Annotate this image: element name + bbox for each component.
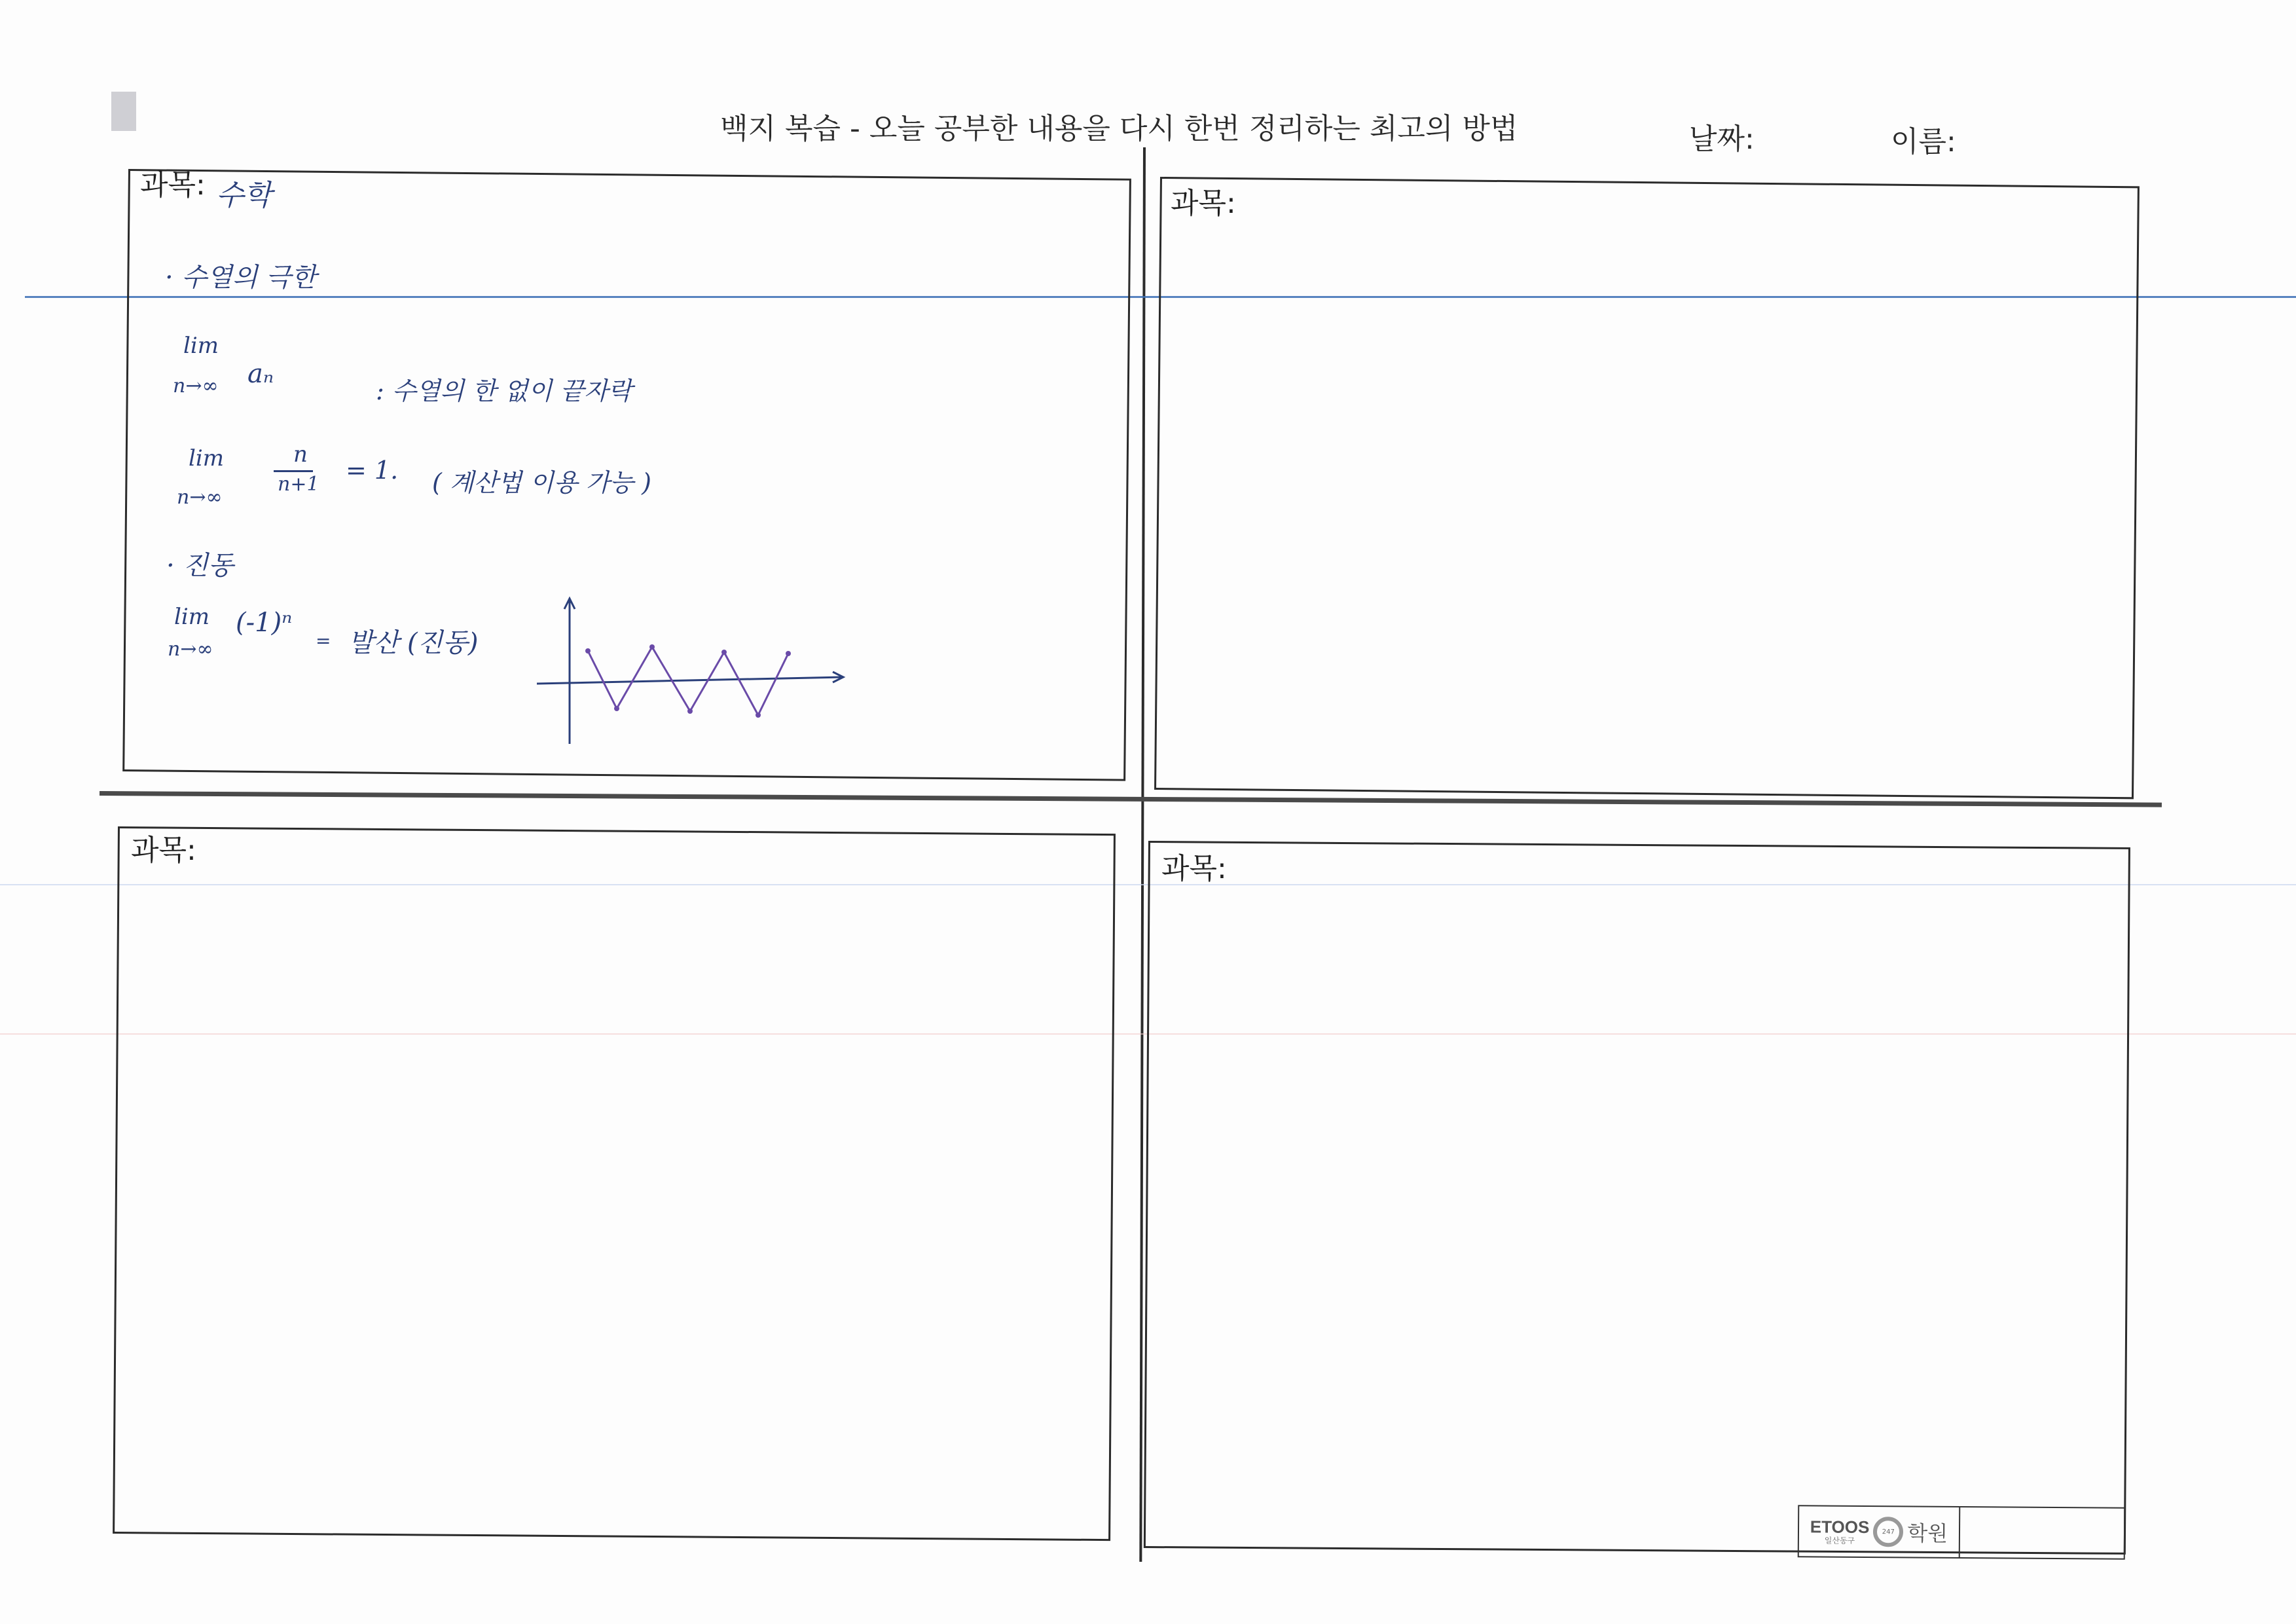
lim2-note: ( 계산법 이용 가능 ) — [432, 468, 651, 497]
note-heading-sequence-limit: · 수열의 극한 — [165, 263, 317, 293]
lim2-bottom: n→∞ — [177, 486, 223, 509]
logo-badge-icon: 247 — [1873, 1517, 1903, 1547]
subject-value-top-left[interactable]: 수학 — [216, 179, 272, 212]
lim3-top: lim — [174, 604, 210, 630]
panel-bottom-right — [1144, 841, 2130, 1555]
lim3-bottom: n→∞ — [168, 638, 213, 661]
note-heading-oscillation: · 진동 — [166, 551, 234, 581]
subject-label-bottom-right: 과목: — [1161, 852, 1227, 885]
name-label: 이름: — [1891, 125, 1956, 158]
lim2-top: lim — [189, 445, 224, 471]
lim1-expression: aₙ — [247, 359, 274, 389]
date-label: 날짜: — [1689, 122, 1755, 156]
lim3-equals: = — [316, 630, 331, 652]
panel-bottom-left — [113, 826, 1116, 1541]
lim1-description: : 수열의 한 없이 끝자락 — [376, 377, 632, 405]
graph-x-axis — [537, 677, 842, 684]
lim2-denominator: n+1 — [278, 473, 319, 496]
lim3-expression: (-1)ⁿ — [236, 608, 293, 638]
lim1-bottom: n→∞ — [173, 375, 219, 397]
logo-suffix: 학원 — [1907, 1521, 1948, 1546]
logo-branch: 일산동구 — [1824, 1536, 1855, 1545]
logo-brand: ETOOS — [1810, 1517, 1870, 1538]
lim2-result: = 1. — [346, 456, 399, 485]
logo-left — [1799, 1506, 1961, 1557]
subject-label-top-right: 과목: — [1171, 187, 1236, 220]
scan-mark — [111, 92, 136, 131]
page-title: 백지 복습 - 오늘 공부한 내용을 다시 한번 정리하는 최고의 방법 — [720, 112, 1518, 145]
lim2-numerator: n — [293, 441, 308, 468]
lim2-fraction-bar — [274, 470, 313, 472]
lim3-result: 발산 (진동) — [348, 628, 479, 658]
subject-label-top-left: 과목: — [140, 168, 206, 202]
logo-box — [1798, 1505, 2126, 1559]
lim1-top: lim — [183, 333, 219, 359]
oscillation-graph — [524, 589, 864, 753]
subject-label-bottom-left: 과목: — [131, 834, 196, 867]
panel-top-right — [1154, 177, 2140, 799]
